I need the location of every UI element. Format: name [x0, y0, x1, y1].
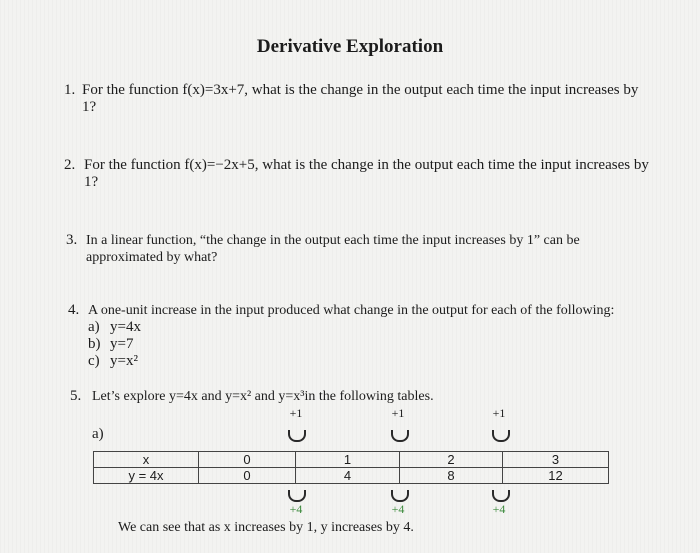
- question-4a-label: a): [88, 319, 100, 335]
- table-cell: 8: [400, 468, 503, 484]
- question-4b-expression: y=7: [110, 336, 134, 352]
- increment-label-top-1: +1: [289, 406, 303, 420]
- question-4b-label: b): [88, 336, 101, 352]
- question-2-text: For the function f(x)=−2x+5, what is the change in the output each time the input increases by: [84, 157, 649, 173]
- question-4-text: A one-unit increase in the input produced what change in the output for each of the following:: [88, 303, 615, 318]
- table-header-y: y = 4x: [94, 468, 199, 484]
- increment-arc-top-2: [391, 430, 409, 442]
- question-3-text-cont: approximated by what?: [86, 250, 218, 265]
- question-3-text: In a linear function, “the change in the output each time the input increases by 1” can be: [86, 233, 580, 248]
- question-4-number: 4.: [68, 302, 80, 318]
- table-cell: 0: [199, 452, 296, 468]
- increment-label-top-3: +1: [492, 406, 506, 420]
- question-4a-expression: y=4x: [110, 319, 141, 335]
- increment-arc-bottom-2: [391, 490, 409, 502]
- table-cell: 3: [503, 452, 609, 468]
- page-title: Derivative Exploration: [256, 36, 444, 57]
- increment-label-bottom-1: +4: [289, 502, 303, 516]
- question-1-number: 1.: [64, 82, 76, 98]
- question-4c-expression: y=x²: [110, 353, 138, 369]
- question-4c-label: c): [88, 353, 100, 369]
- table-header-x: x: [94, 452, 199, 468]
- table-cell: 12: [503, 468, 609, 484]
- values-table: [93, 451, 609, 484]
- table-row-y: [94, 468, 609, 484]
- increment-arc-top-3: [492, 430, 510, 442]
- increment-label-bottom-3: +4: [492, 502, 506, 516]
- table-row-x: [94, 452, 609, 468]
- question-2-number: 2.: [64, 157, 76, 173]
- increment-arc-top-1: [288, 430, 306, 442]
- question-5-text: Let’s explore y=4x and y=x² and y=x³in the following tables.: [92, 389, 434, 404]
- increment-arc-bottom-1: [288, 490, 306, 502]
- question-3-number: 3.: [66, 232, 78, 248]
- question-5-number: 5.: [70, 388, 82, 404]
- table-cell: 4: [296, 468, 400, 484]
- table-cell: 2: [400, 452, 503, 468]
- conclusion-text: We can see that as x increases by 1, y increases by 4.: [118, 520, 414, 535]
- table-cell: 0: [199, 468, 296, 484]
- increment-label-bottom-2: +4: [391, 502, 405, 516]
- question-1-text: For the function f(x)=3x+7, what is the change in the output each time the input increases by: [82, 82, 639, 98]
- table-cell: 1: [296, 452, 400, 468]
- question-5a-label: a): [92, 426, 104, 442]
- question-2-text-cont: 1?: [84, 174, 99, 190]
- increment-arc-bottom-3: [492, 490, 510, 502]
- increment-label-top-2: +1: [391, 406, 405, 420]
- question-1-text-cont: 1?: [82, 99, 97, 115]
